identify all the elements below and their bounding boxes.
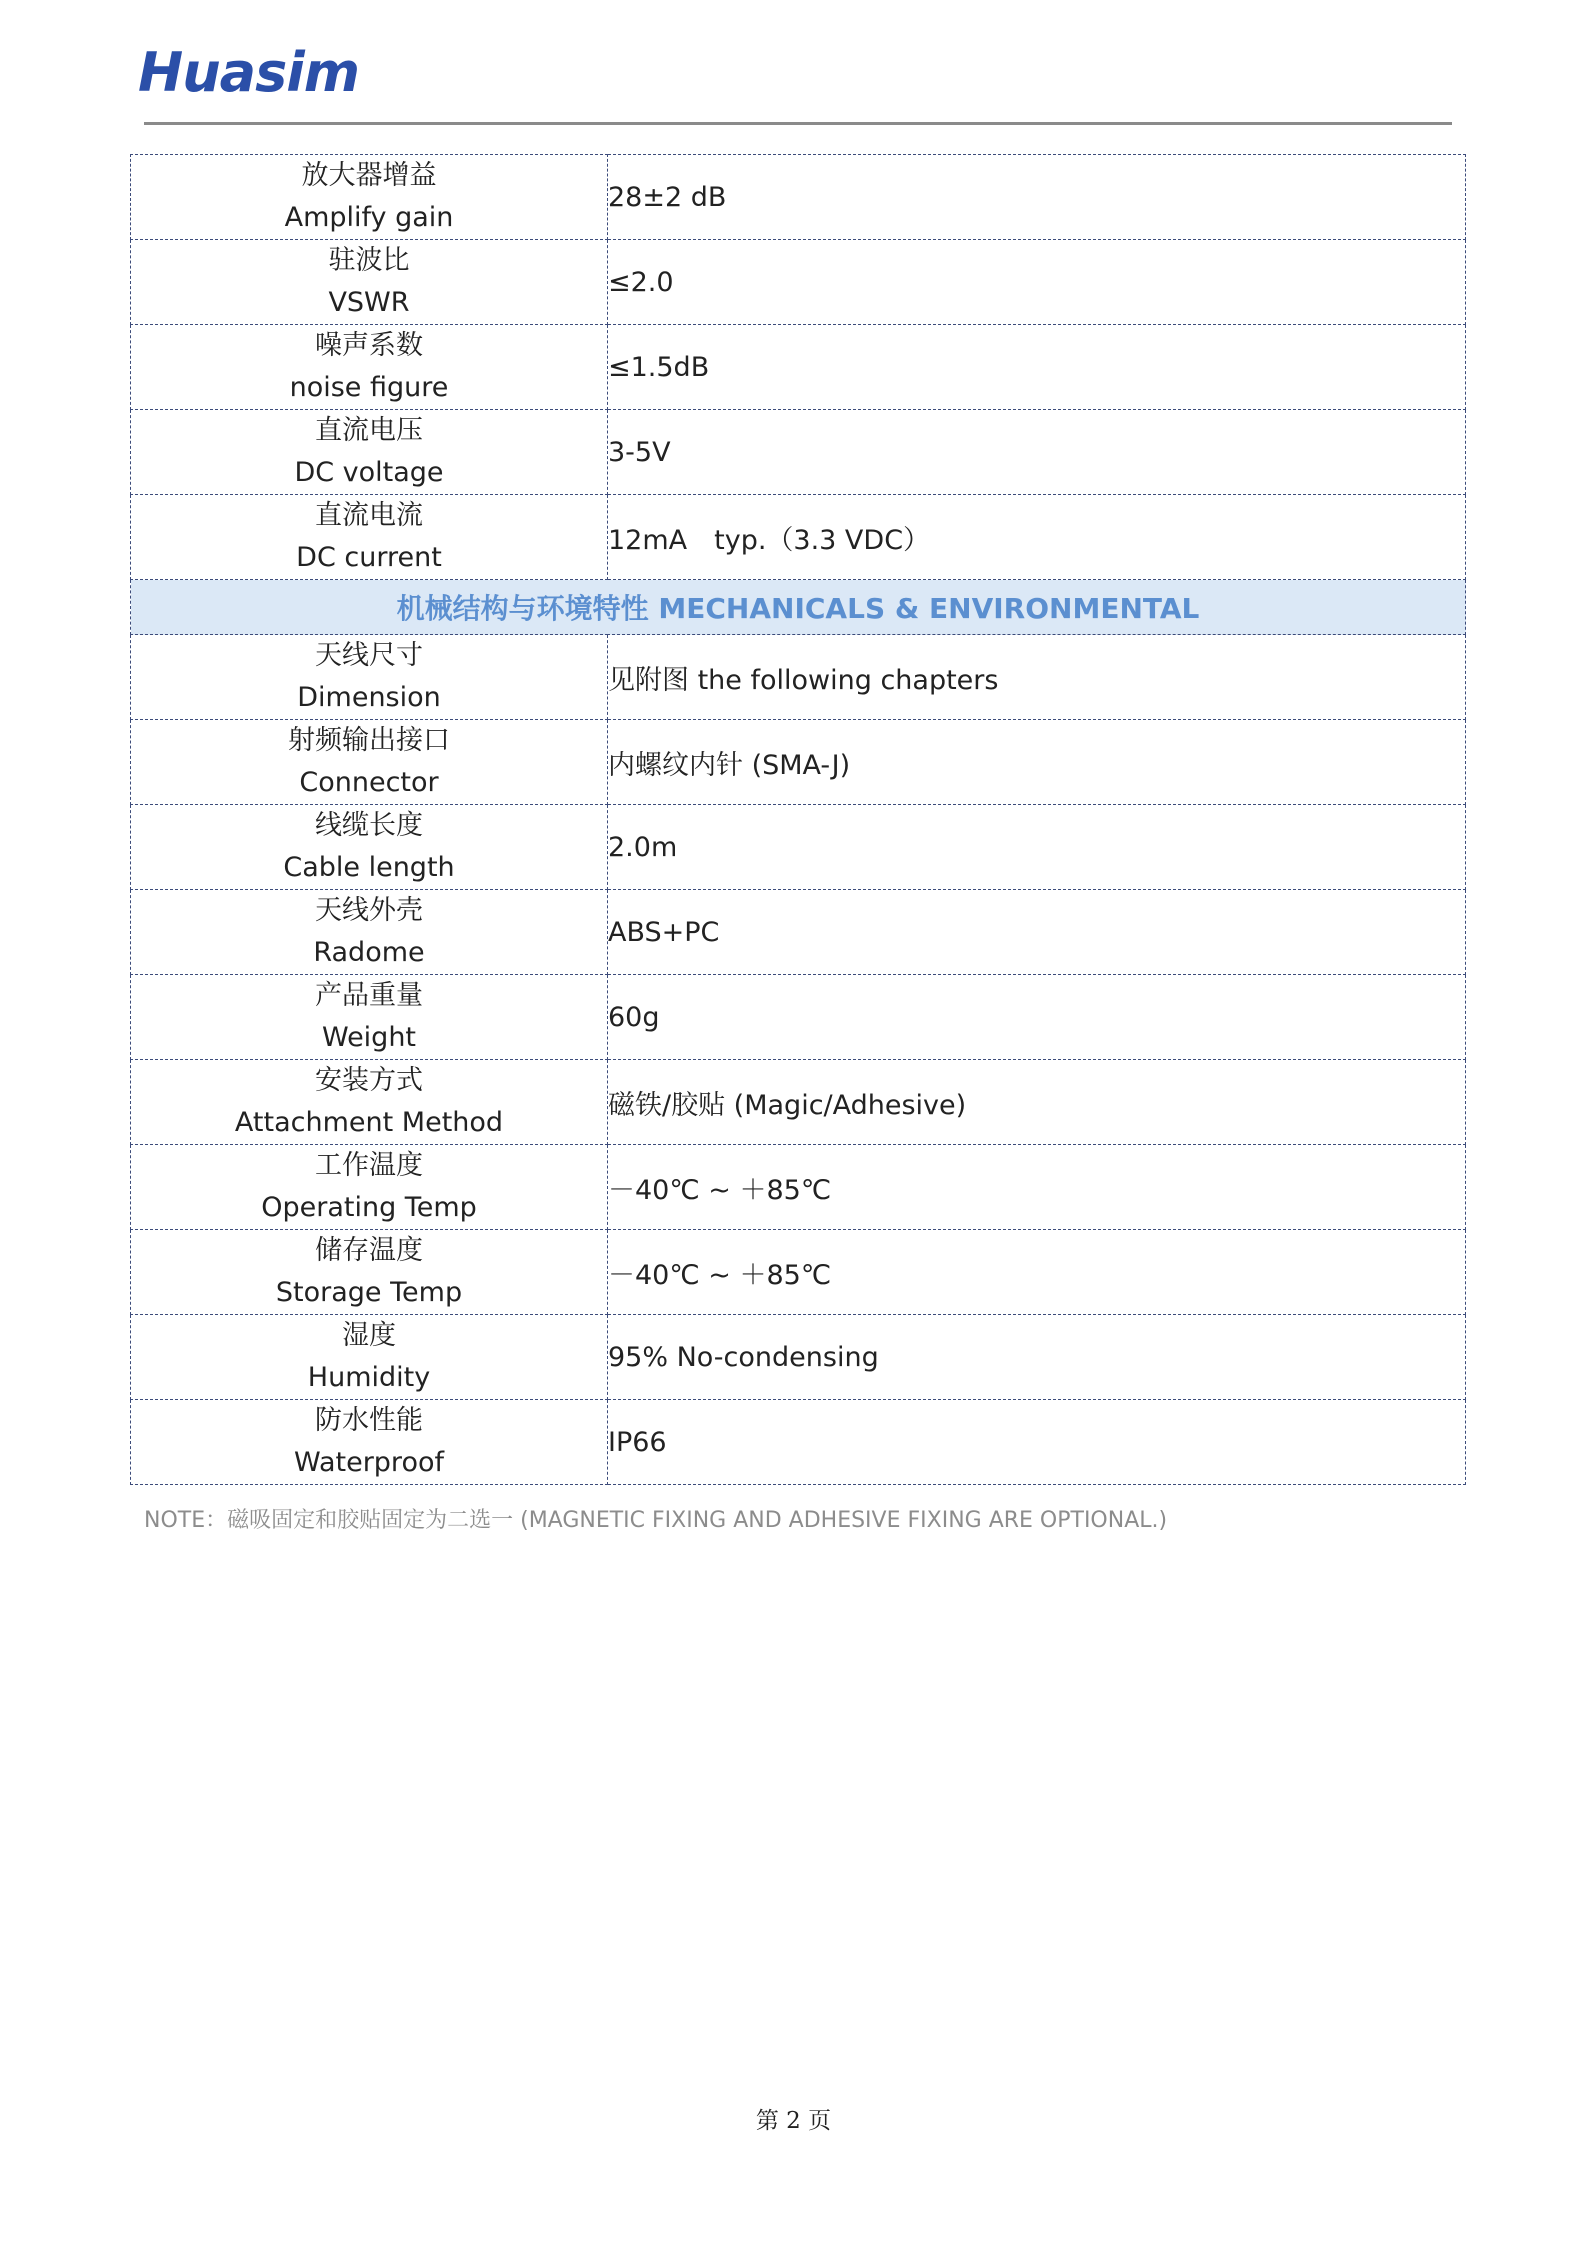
spec-label-cell	[131, 410, 608, 495]
table-row	[131, 325, 1466, 410]
spec-value: 95% No-condensing	[608, 1315, 1466, 1400]
table-row	[131, 155, 1466, 240]
table-row	[131, 495, 1466, 580]
spec-label-cell	[131, 720, 608, 805]
section-header-row	[131, 580, 1466, 635]
spec-label-cell	[131, 495, 608, 580]
table-note: NOTE：磁吸固定和胶贴固定为二选一 (MAGNETIC FIXING AND ADHESIVE FIXING ARE OPTIONAL.)	[144, 1508, 1168, 1533]
spec-value: ≤2.0	[608, 240, 1466, 325]
spec-label-cn: 储存温度	[315, 1235, 423, 1266]
spec-label-en: Operating Temp	[261, 1192, 477, 1223]
table-row	[131, 240, 1466, 325]
spec-value: 2.0m	[608, 805, 1466, 890]
spec-label-cell	[131, 155, 608, 240]
spec-label-cn: 噪声系数	[315, 330, 423, 361]
spec-value: 12mA typ.（3.3 VDC）	[608, 495, 1466, 580]
spec-label-en: Dimension	[297, 682, 441, 713]
page-number: 第 2 页	[755, 2108, 832, 2134]
table-row	[131, 1315, 1466, 1400]
spec-label-cn: 湿度	[342, 1320, 396, 1351]
spec-label-cell	[131, 1145, 608, 1230]
table-row	[131, 635, 1466, 720]
spec-value: ABS+PC	[608, 890, 1466, 975]
table-row	[131, 1145, 1466, 1230]
spec-label-cn: 产品重量	[315, 980, 423, 1011]
spec-value: ≤1.5dB	[608, 325, 1466, 410]
spec-label-cell	[131, 890, 608, 975]
table-row	[131, 1400, 1466, 1485]
table-row	[131, 890, 1466, 975]
brand-logo: Huasim	[138, 41, 359, 104]
table-row	[131, 1060, 1466, 1145]
table-row	[131, 410, 1466, 495]
spec-label-en: Cable length	[283, 852, 455, 883]
spec-value: －40℃ ~ ＋85℃	[608, 1230, 1466, 1315]
spec-label-cn: 防水性能	[315, 1405, 423, 1436]
header-divider	[144, 122, 1452, 125]
spec-label-cn: 直流电压	[315, 415, 423, 446]
spec-label-en: Weight	[321, 1022, 417, 1053]
table-row	[131, 805, 1466, 890]
spec-label-cn: 放大器增益	[301, 160, 437, 191]
spec-label-en: Humidity	[307, 1362, 431, 1393]
spec-label-en: noise figure	[289, 372, 449, 403]
spec-label-cell	[131, 325, 608, 410]
spec-label-cn: 直流电流	[315, 500, 423, 531]
spec-value: －40℃ ~ ＋85℃	[608, 1145, 1466, 1230]
spec-label-en: Waterproof	[293, 1447, 444, 1478]
spec-label-cell	[131, 805, 608, 890]
table-row	[131, 1230, 1466, 1315]
spec-label-cell	[131, 635, 608, 720]
table-row	[131, 975, 1466, 1060]
spec-label-cell	[131, 1060, 608, 1145]
spec-label-cn: 射频输出接口	[288, 725, 450, 756]
spec-label-en: Connector	[299, 767, 439, 798]
spec-label-cn: 天线尺寸	[315, 640, 423, 671]
spec-value: 内螺纹内针 (SMA-J)	[608, 720, 1466, 805]
spec-value: 3-5V	[608, 410, 1466, 495]
spec-label-en: Attachment Method	[234, 1107, 504, 1138]
spec-value: IP66	[608, 1400, 1466, 1485]
spec-value: 60g	[608, 975, 1466, 1060]
spec-label-en: DC voltage	[294, 457, 444, 488]
spec-label-en: Storage Temp	[275, 1277, 463, 1308]
spec-value: 28±2 dB	[608, 155, 1466, 240]
spec-label-en: Amplify gain	[284, 202, 454, 233]
spec-label-cn: 安装方式	[315, 1065, 423, 1096]
spec-table	[130, 154, 1466, 1485]
spec-label-cell	[131, 975, 608, 1060]
spec-label-cn: 天线外壳	[315, 895, 423, 926]
spec-label-cell	[131, 1400, 608, 1485]
spec-value: 磁铁/胶贴 (Magic/Adhesive)	[608, 1060, 1466, 1145]
table-row	[131, 720, 1466, 805]
spec-label-en: VSWR	[328, 287, 410, 318]
section-title: 机械结构与环境特性 MECHANICALS & ENVIRONMENTAL	[131, 580, 1466, 635]
spec-label-cn: 工作温度	[315, 1150, 423, 1181]
spec-label-cell	[131, 1315, 608, 1400]
spec-label-cell	[131, 1230, 608, 1315]
spec-value: 见附图 the following chapters	[608, 635, 1466, 720]
spec-label-cn: 驻波比	[328, 245, 410, 276]
spec-label-en: DC current	[296, 542, 442, 573]
spec-label-cell	[131, 240, 608, 325]
spec-label-cn: 线缆长度	[315, 810, 423, 841]
spec-label-en: Radome	[313, 937, 425, 968]
